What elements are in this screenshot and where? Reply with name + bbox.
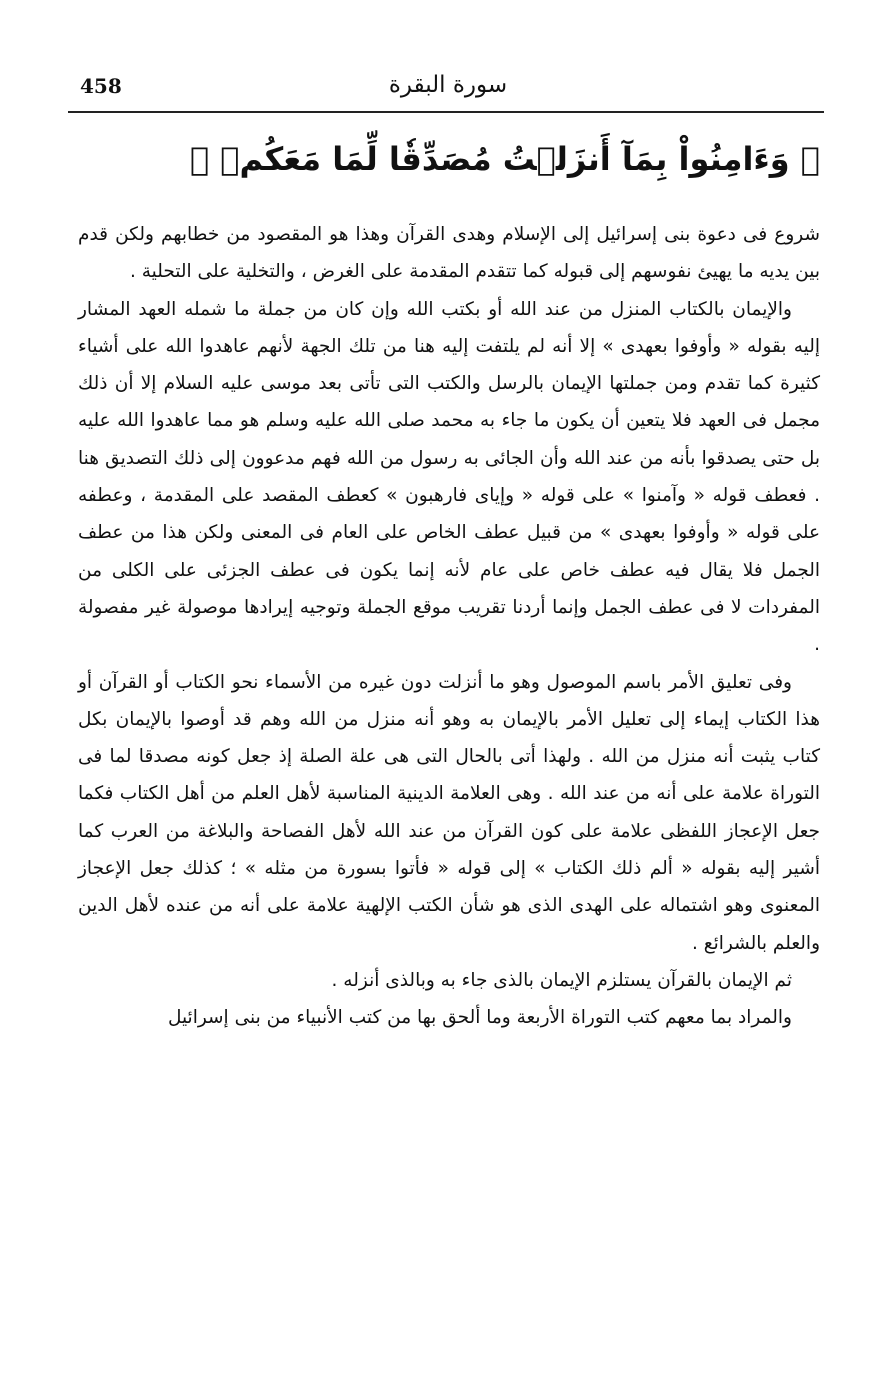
paragraph-5: والمراد بما معهم كتب التوراة الأربعة وما ألحق بها من كتب الأنبياء من بنى إسرائيل bbox=[167, 1007, 792, 1029]
running-head bbox=[72, 66, 824, 110]
quran-verse: ﴿ وَءَامِنُواْ بِمَآ أَنزَلۡتُ مُصَدِّقٗا لِّمَا مَعَكُمۡ ﴾ bbox=[189, 140, 820, 178]
paragraph-1: شروع فى دعوة بنى إسرائيل إلى الإسلام وهدى القرآن وهذا هو المقصود من خطابهم ولكن قدم بين يديه ما يهيئ نفوسهم إلى قبوله كما تتقدم المقدمة على الغرض ، والتخلية على التحلية . bbox=[78, 224, 820, 283]
paragraph-3: وفى تعليق الأمر باسم الموصول وهو ما أنزلت دون غيره من الأسماء نحو الكتاب أو القرآن أو هذا الكتاب إيماء إلى تعليل الأمر بالإيمان به وهو أنه منزل من الله وهم قد أوصوا بالإيمان بكل كتاب يثبت أنه منزل من الله . ولهذا أتى بالحال التى هى علة الصلة إذ جعل كونه مصدقا لما فى التوراة علامة على أنه من عند الله . وهى العلامة الدينية المناسبة لأهل العلم من أهل الكتاب فكما جعل الإعجاز اللفظى علامة على كون القرآن من عند الله لأهل الفصاحة والبلاغة من العرب كما أشير إليه بقوله « ألم ذلك الكتاب » إلى قوله « فأتوا بسورة من مثله » ؛ كذلك جعل الإعجاز المعنوى وهو اشتماله على الهدى الذى هو شأن الكتب الإلهية علامة على أنه من عنده لأهل الدين والعلم بالشرائع . bbox=[78, 671, 820, 954]
header-divider bbox=[68, 111, 824, 113]
paragraph-4: ثم الإيمان بالقرآن يستلزم الإيمان بالذى جاء به وبالذى أنزله . bbox=[331, 969, 792, 991]
commentary-body bbox=[78, 216, 820, 1037]
surah-title: سورة البقرة bbox=[388, 72, 508, 98]
page-number: 458 bbox=[80, 74, 122, 98]
paragraph-2: والإيمان بالكتاب المنزل من عند الله أو بكتب الله وإن كان من جملة ما شمله العهد المشار إليه بقوله « وأوفوا بعهدى » إلا أنه لم يلتفت إليه هنا من تلك الجهة لأنهم عاهدوا الله على أشياء كثيرة كما تقدم ومن جملتها الإيمان بالرسل والكتب التى تأتى بعد موسى عليه السلام إلا أن ذلك مجمل فى العهد فلا يتعين أن يكون ما جاء به محمد صلى الله عليه وسلم هو مما عاهدوا الله عليه بل حتى يصدقوا بأنه من عند الله وأن الجائى به رسول من الله فهم مدعوون إلى ذلك التصديق هنا . فعطف قوله « وآمنوا » على قوله « وإياى فارهبون » كعطف المقصد على المقدمة ، وعطفه على قوله « وأوفوا بعهدى » من قبيل عطف الخاص على العام فى المعنى ولكن هذا من عطف الجمل فلا يقال فيه عطف خاص على عام لأنه إنما يكون فى عطف الجزئى على الكلى من المفردات لا فى عطف الجمل وإنما أردنا تقريب موقع الجملة وتوجيه إيرادها موصولة غير مفصولة . bbox=[78, 298, 820, 656]
